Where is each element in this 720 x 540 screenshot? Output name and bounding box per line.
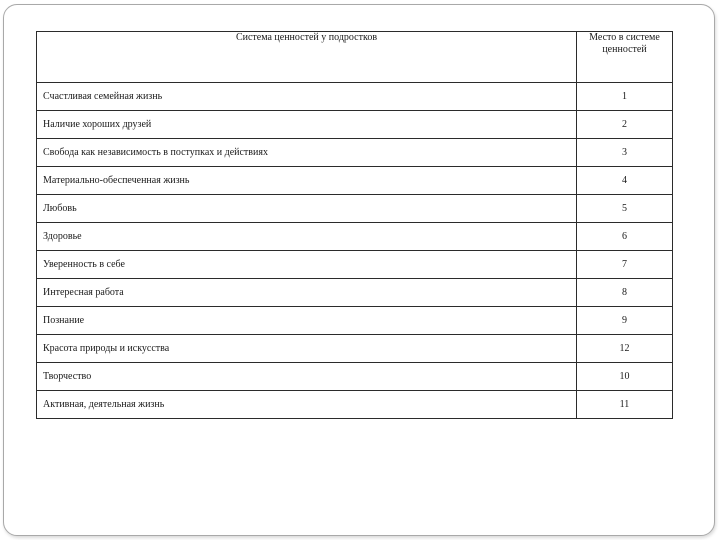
value-rank-cell: 4 <box>577 167 673 195</box>
value-name-cell: Активная, деятельная жизнь <box>37 391 577 419</box>
value-rank-cell: 5 <box>577 195 673 223</box>
value-name-cell: Интересная работа <box>37 279 577 307</box>
value-rank-cell: 2 <box>577 111 673 139</box>
table-row <box>37 195 673 223</box>
value-rank-cell: 7 <box>577 251 673 279</box>
table-body <box>37 83 673 419</box>
table-header-row <box>37 32 673 83</box>
value-rank-cell: 3 <box>577 139 673 167</box>
value-rank-cell: 1 <box>577 83 673 111</box>
table-row <box>37 251 673 279</box>
table-row <box>37 335 673 363</box>
column-header-rank: Место в системе ценностей <box>577 32 673 83</box>
value-name-cell: Любовь <box>37 195 577 223</box>
value-rank-cell: 11 <box>577 391 673 419</box>
table-row <box>37 111 673 139</box>
value-name-cell: Здоровье <box>37 223 577 251</box>
table-row <box>37 279 673 307</box>
table-row <box>37 363 673 391</box>
table-row <box>37 391 673 419</box>
table-row <box>37 83 673 111</box>
value-rank-cell: 12 <box>577 335 673 363</box>
value-name-cell: Творчество <box>37 363 577 391</box>
values-table <box>36 31 673 419</box>
value-rank-cell: 9 <box>577 307 673 335</box>
value-name-cell: Наличие хороших друзей <box>37 111 577 139</box>
value-name-cell: Уверенность в себе <box>37 251 577 279</box>
table-row <box>37 167 673 195</box>
value-name-cell: Красота природы и искусства <box>37 335 577 363</box>
value-name-cell: Свобода как независимость в поступках и действиях <box>37 139 577 167</box>
table-row <box>37 139 673 167</box>
value-name-cell: Материально-обеспеченная жизнь <box>37 167 577 195</box>
value-rank-cell: 6 <box>577 223 673 251</box>
value-rank-cell: 10 <box>577 363 673 391</box>
column-header-values: Система ценностей у подростков <box>37 32 577 83</box>
value-name-cell: Познание <box>37 307 577 335</box>
value-name-cell: Счастливая семейная жизнь <box>37 83 577 111</box>
table-row <box>37 223 673 251</box>
table-row <box>37 307 673 335</box>
value-rank-cell: 8 <box>577 279 673 307</box>
